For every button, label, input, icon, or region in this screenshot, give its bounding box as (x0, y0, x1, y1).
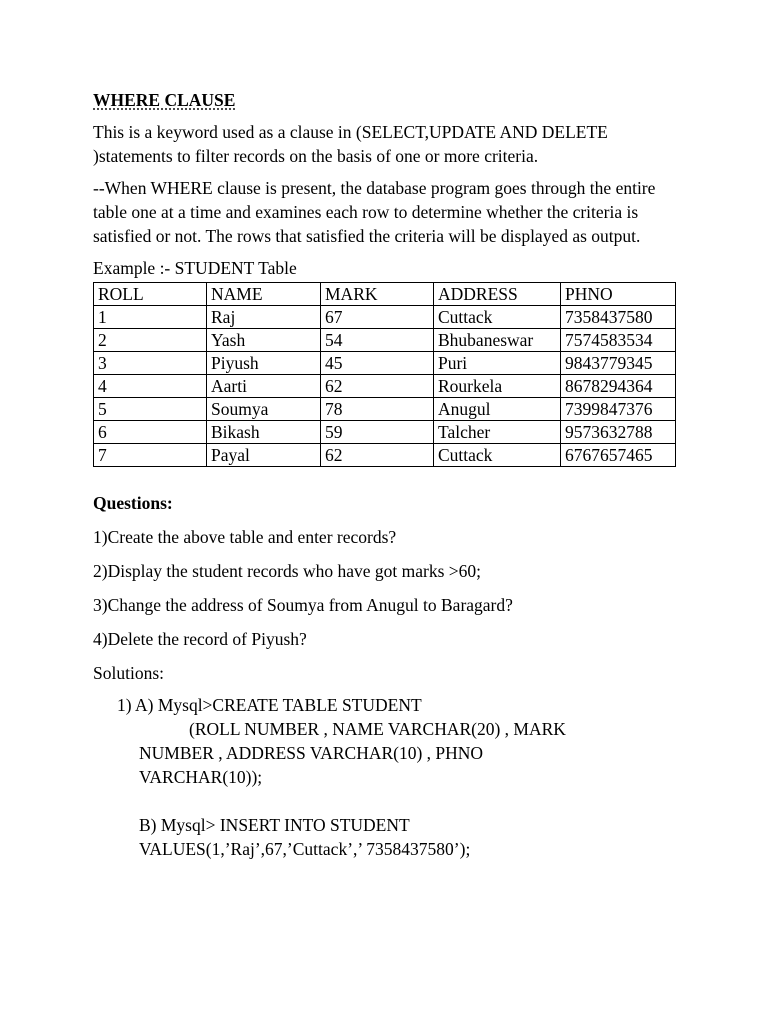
table-cell: 1 (94, 306, 207, 329)
table-cell: Piyush (207, 352, 321, 375)
table-row (94, 398, 676, 421)
question-item: 3)Change the address of Soumya from Anugul to Baragard? (93, 595, 513, 615)
solution-a-line: (ROLL NUMBER , NAME VARCHAR(20) , MARK (189, 719, 566, 739)
table-cell: 7574583534 (561, 329, 676, 352)
table-header-cell: ADDRESS (434, 283, 561, 306)
table-cell: 4 (94, 375, 207, 398)
table-cell: 54 (321, 329, 434, 352)
table-cell: Anugul (434, 398, 561, 421)
table-cell: 6 (94, 421, 207, 444)
table-row (94, 444, 676, 467)
table-row (94, 421, 676, 444)
table-cell: 9843779345 (561, 352, 676, 375)
table-cell: Bhubaneswar (434, 329, 561, 352)
table-cell: 78 (321, 398, 434, 421)
question-item: 1)Create the above table and enter records? (93, 527, 397, 547)
table-cell: 7399847376 (561, 398, 676, 421)
table-row (94, 375, 676, 398)
table-cell: Cuttack (434, 444, 561, 467)
table-header-cell: NAME (207, 283, 321, 306)
table-header-cell: ROLL (94, 283, 207, 306)
solutions-title: Solutions: (93, 663, 164, 683)
solution-b-line: B) Mysql> INSERT INTO STUDENT (139, 815, 410, 835)
table-cell: 59 (321, 421, 434, 444)
description-paragraph: --When WHERE clause is present, the database program goes through the entire table one at a time and examines each row to determine whether the criteria is satisfied or not. The rows that satisfied the criteria will be displayed as output. (93, 178, 656, 246)
table-cell: Cuttack (434, 306, 561, 329)
table-row (94, 306, 676, 329)
table-cell: Payal (207, 444, 321, 467)
table-cell: Talcher (434, 421, 561, 444)
section-heading: WHERE CLAUSE (93, 90, 236, 110)
table-cell: 6767657465 (561, 444, 676, 467)
table-cell: Soumya (207, 398, 321, 421)
table-cell: 7358437580 (561, 306, 676, 329)
table-cell: 2 (94, 329, 207, 352)
question-item: 4)Delete the record of Piyush? (93, 629, 307, 649)
table-cell: 9573632788 (561, 421, 676, 444)
table-cell: Rourkela (434, 375, 561, 398)
table-cell: 62 (321, 375, 434, 398)
table-header-cell: PHNO (561, 283, 676, 306)
table-cell: Yash (207, 329, 321, 352)
table-cell: Aarti (207, 375, 321, 398)
solution-a-line: VARCHAR(10)); (139, 767, 263, 787)
questions-title: Questions: (93, 493, 173, 513)
student-table (93, 282, 676, 467)
table-cell: Puri (434, 352, 561, 375)
example-label: Example :- STUDENT Table (93, 258, 297, 278)
table-cell: Raj (207, 306, 321, 329)
table-cell: 3 (94, 352, 207, 375)
table-cell: 7 (94, 444, 207, 467)
table-row (94, 352, 676, 375)
table-cell: 8678294364 (561, 375, 676, 398)
intro-paragraph: This is a keyword used as a clause in (SELECT,UPDATE AND DELETE )statements to filter records on the basis of one or more criteria. (93, 122, 608, 166)
solution-block (117, 693, 678, 861)
solution-a-line: NUMBER , ADDRESS VARCHAR(10) , PHNO (139, 743, 484, 763)
table-header-cell: MARK (321, 283, 434, 306)
solution-a-line: 1) A) Mysql>CREATE TABLE STUDENT (117, 695, 422, 715)
table-cell: Bikash (207, 421, 321, 444)
solution-b-line: VALUES(1,’Raj’,67,’Cuttack’,’ 7358437580’); (139, 839, 471, 859)
table-row (94, 329, 676, 352)
question-item: 2)Display the student records who have got marks >60; (93, 561, 481, 581)
document-page (93, 88, 678, 861)
table-header-row (94, 283, 676, 306)
table-cell: 5 (94, 398, 207, 421)
table-cell: 62 (321, 444, 434, 467)
table-cell: 67 (321, 306, 434, 329)
table-cell: 45 (321, 352, 434, 375)
